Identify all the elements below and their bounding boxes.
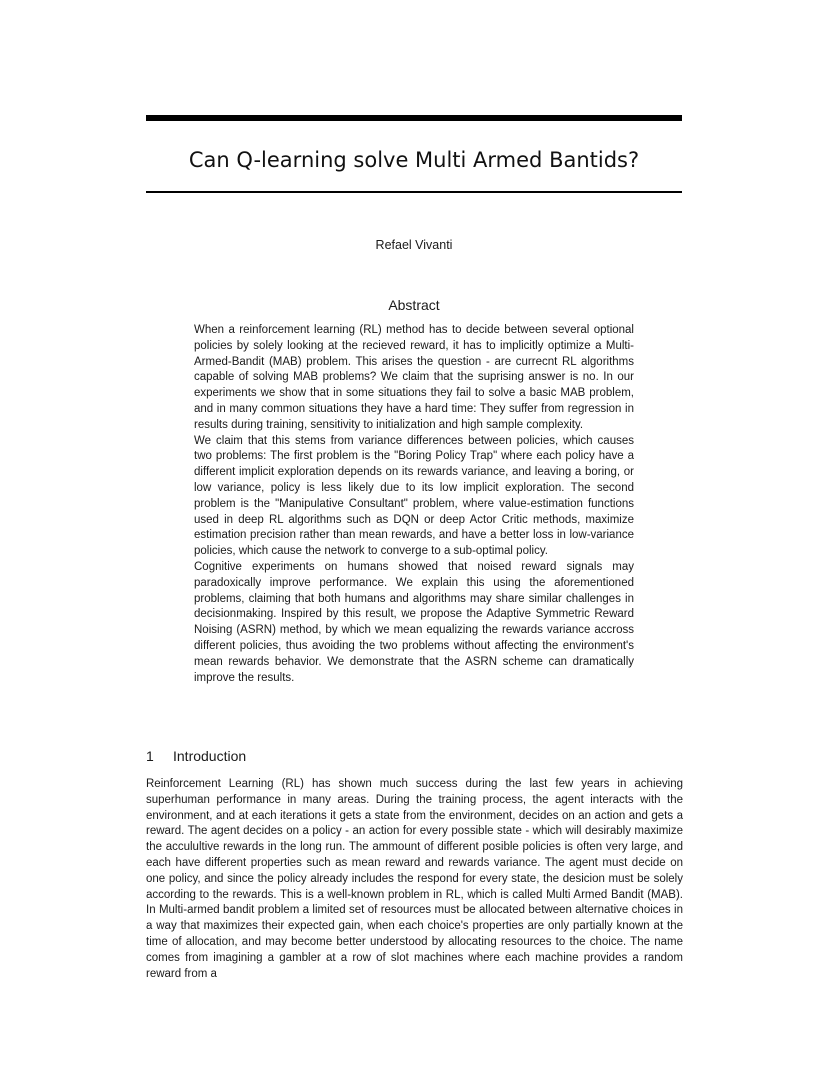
section-heading-introduction: [146, 746, 682, 766]
abstract-body: [194, 323, 634, 686]
author-name: Refael Vivanti: [375, 238, 453, 252]
title-bottom-rule: [146, 191, 682, 193]
abstract-paragraph: We claim that this stems from variance differences between policies, which causes two problems: The first problem is the "Boring Policy Trap" where each policy have a different implicit exploration depends on its rewards variance, and leaving a boring, or low variance, policy is less likely due to its low implicit exploration. The second problem is the "Manipulative Consultant" problem, where value-estimation functions used in deep RL algorithms such as DQN or deep Actor Critic methods, maximize estimation precision rather than mean rewards, and have a better loss in low-variance policies, which cause the network to converge to a sub-optimal policy.: [194, 434, 634, 558]
introduction-paragraph: Reinforcement Learning (RL) has shown much success during the last few years in achieving superhuman performance in many areas. During the training process, the agent interacts with the environment, and at each iterations it gets a state from the environment, decides on an action and gets a reward. The agent decides on a policy - an action for every possible state - which will desirably maximize the acculultive rewards in the long run. The ammount of different posible policies is often very large, and each have different properties such as mean reward and rewards variance. The agent must decide on one policy, and since the policy already includes the respond for every state, the desicion must be solely according to the rewards. This is a well-known problem in RL, which is called Multi Armed Bandit (MAB). In Multi-armed bandit problem a limited set of resources must be allocated between alternative choices in a way that maximizes their expected gain, when each choice's properties are only partially known at the time of allocation, and may become better understood by allocating resources to the choice. The name comes from imagining a gambler at a row of slot machines where each machine provides a random reward from a: [146, 778, 683, 980]
paper-title: Can Q-learning solve Multi Armed Bantids?: [188, 148, 640, 172]
section-number: 1: [146, 748, 154, 764]
title-top-rule: [146, 115, 682, 121]
abstract-heading: Abstract: [388, 297, 440, 313]
abstract-paragraph: When a reinforcement learning (RL) method has to decide between several optional policies by solely looking at the recieved reward, it has to implicitly optimize a Multi-Armed-Bandit (MAB) problem. This arises the question - are currecnt RL algorithms capable of solving MAB problems? We claim that the suprising answer is no. In our experiments we show that in some situations they fail to solve a basic MAB problem, and in many common situations they have a hard time: They suffer from regression in results during training, sensitivity to initialization and high sample complexity.: [194, 324, 634, 431]
abstract-paragraph: Cognitive experiments on humans showed that noised reward signals may paradoxically improve performance. We explain this using the aforementioned problems, claiming that both humans and algorithms may share similar challenges in decisionmaking. Inspired by this result, we propose the Adaptive Symmetric Reward Noising (ASRN) method, by which we mean equalizing the rewards variance accross different policies, thus avoiding the two problems without affecting the environment's mean rewards behavior. We demonstrate that the ASRN scheme can dramatically improve the results.: [194, 560, 634, 684]
section-title: Introduction: [173, 748, 247, 764]
introduction-body: [146, 777, 683, 982]
